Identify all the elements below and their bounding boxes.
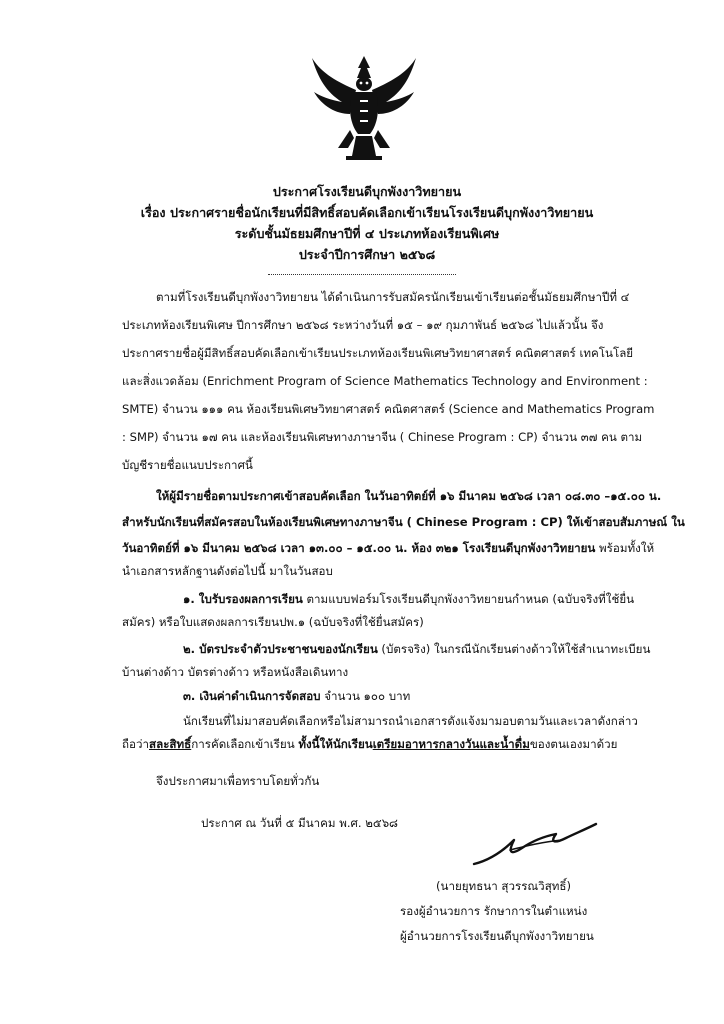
interview-date: วันอาทิตย์ที่ ๑๖ มีนาคม ๒๕๖๘ เวลา ๑๓.๐๐ – ๑๕.๐๐ น. ห้อง ๓๒๑ โรงเรียนดีบุกพังงาวิทยายน (122, 541, 596, 555)
item-1-text: ตามแบบฟอร์มโรงเรียนดีบุกพังงาวิทยายนกำหนด (ฉบับจริงที่ใช้ยื่น (302, 592, 635, 606)
item-3-title: ๓. เงินค่าดำเนินการจัดสอบ (183, 689, 321, 703)
para3-c: การคัดเลือกเข้าเรียน (191, 737, 299, 751)
para3-a: ถือว่า (122, 737, 150, 751)
item-2-cont: บ้านต่างด้าว บัตรต่างด้าว หรือหนังสือเดินทาง (122, 665, 349, 679)
documents-intro: นำเอกสารหลักฐานดังต่อไปนี้ มาในวันสอบ (122, 564, 333, 578)
para1-line: ประเภทห้องเรียนพิเศษ ปีการศึกษา ๒๕๖๘ ระหว่างวันที่ ๑๕ – ๑๙ กุมภาพันธ์ ๒๕๖๘ ไปแล้วนั้น จึง (122, 318, 604, 332)
forfeit-text: สละสิทธิ์ (149, 737, 192, 751)
title-divider (268, 274, 456, 275)
exam-date-line: ให้ผู้มีรายชื่อตามประกาศเข้าสอบคัดเลือก ในวันอาทิตย์ที่ ๑๖ มีนาคม ๒๕๖๘ เวลา ๐๘.๓๐ –๑๕.๐๐ น. (156, 489, 662, 503)
item-2-text: (บัตรจริง) ในกรณีนักเรียนต่างด้าวให้ใช้สำเนาทะเบียน (377, 642, 651, 656)
lunch-water-text: เตรียมอาหารกลางวันและน้ำดื่ม (372, 737, 530, 751)
para1-line: และสิ่งแวดล้อม (Enrichment Program of Science Mathematics Technology and Environment : (122, 374, 648, 388)
para1-line: ประกาศรายชื่อผู้มีสิทธิ์สอบคัดเลือกเข้าเรียนประเภทห้องเรียนพิเศษวิทยาศาสตร์ คณิตศาสตร์ เทคโนโลยี (122, 346, 634, 360)
announcement-subject: เรื่อง ประกาศรายชื่อนักเรียนที่มีสิทธิ์สอบคัดเลือกเข้าเรียนโรงเรียนดีบุกพังงาวิทยายน (140, 205, 594, 220)
para3-line: นักเรียนที่ไม่มาสอบคัดเลือกหรือไม่สามารถนำเอกสารดังแจ้งมามอบตามวันและเวลาดังกล่าว (183, 714, 638, 728)
para1-line: SMTE) จำนวน ๑๑๑ คน ห้องเรียนพิเศษวิทยาศาสตร์ คณิตศาสตร์ (Science and Mathematics Program (122, 402, 655, 416)
closing-line: จึงประกาศมาเพื่อทราบโดยทั่วกัน (156, 774, 320, 788)
garuda-emblem (308, 52, 420, 164)
interview-line: สำหรับนักเรียนที่สมัครสอบในห้องเรียนพิเศษทางภาษาจีน ( Chinese Program : CP) ให้เข้าสอบสัมภาษณ์ ใน (122, 515, 685, 529)
interview-date-line (122, 540, 654, 557)
interview-date-rest: พร้อมทั้งให้ (595, 541, 655, 555)
para1-line: บัญชีรายชื่อแนบประกาศนี้ (122, 458, 253, 472)
signer-position-1: รองผู้อำนวยการ รักษาการในตำแหน่ง (400, 904, 588, 918)
announcement-title: ประกาศโรงเรียนดีบุกพังงาวิทยายน (272, 184, 462, 199)
item-1-cont: สมัคร) หรือใบแสดงผลการเรียนปพ.๑ (ฉบับจริงที่ใช้ยื่นสมัคร) (122, 615, 424, 629)
para3-d: ทั้งนี้ให้นักเรียน (298, 737, 373, 751)
signer-position-2: ผู้อำนวยการโรงเรียนดีบุกพังงาวิทยายน (400, 929, 594, 943)
signer-name: (นายยุทธนา สุวรรณวิสุทธิ์) (436, 879, 572, 893)
announcement-year: ประจำปีการศึกษา ๒๕๖๘ (298, 247, 436, 262)
para1-line: ตามที่โรงเรียนดีบุกพังงาวิทยายน ได้ดำเนินการรับสมัครนักเรียนเข้าเรียนต่อชั้นมัธยมศึกษาปีที่ ๔ (156, 290, 630, 304)
para1-line: : SMP) จำนวน ๑๗ คน และห้องเรียนพิเศษทางภาษาจีน ( Chinese Program : CP) จำนวน ๓๗ คน ตาม (122, 430, 643, 444)
announcement-level: ระดับชั้นมัธยมศึกษาปีที่ ๔ ประเภทห้องเรียนพิเศษ (234, 226, 500, 241)
item-1-title: ๑. ใบรับรองผลการเรียน (183, 592, 303, 606)
announcement-date: ประกาศ ณ วันที่ ๕ มีนาคม พ.ศ. ๒๕๖๘ (201, 816, 398, 830)
signature-scribble (470, 820, 600, 876)
para3-line-2 (122, 736, 617, 753)
item-2 (183, 641, 650, 658)
para3-f: ของตนเองมาด้วย (529, 737, 618, 751)
item-1 (183, 591, 634, 608)
item-3-text: จำนวน ๑๐๐ บาท (320, 689, 411, 703)
item-3 (183, 688, 410, 705)
item-2-title: ๒. บัตรประจำตัวประชาชนของนักเรียน (183, 642, 378, 656)
